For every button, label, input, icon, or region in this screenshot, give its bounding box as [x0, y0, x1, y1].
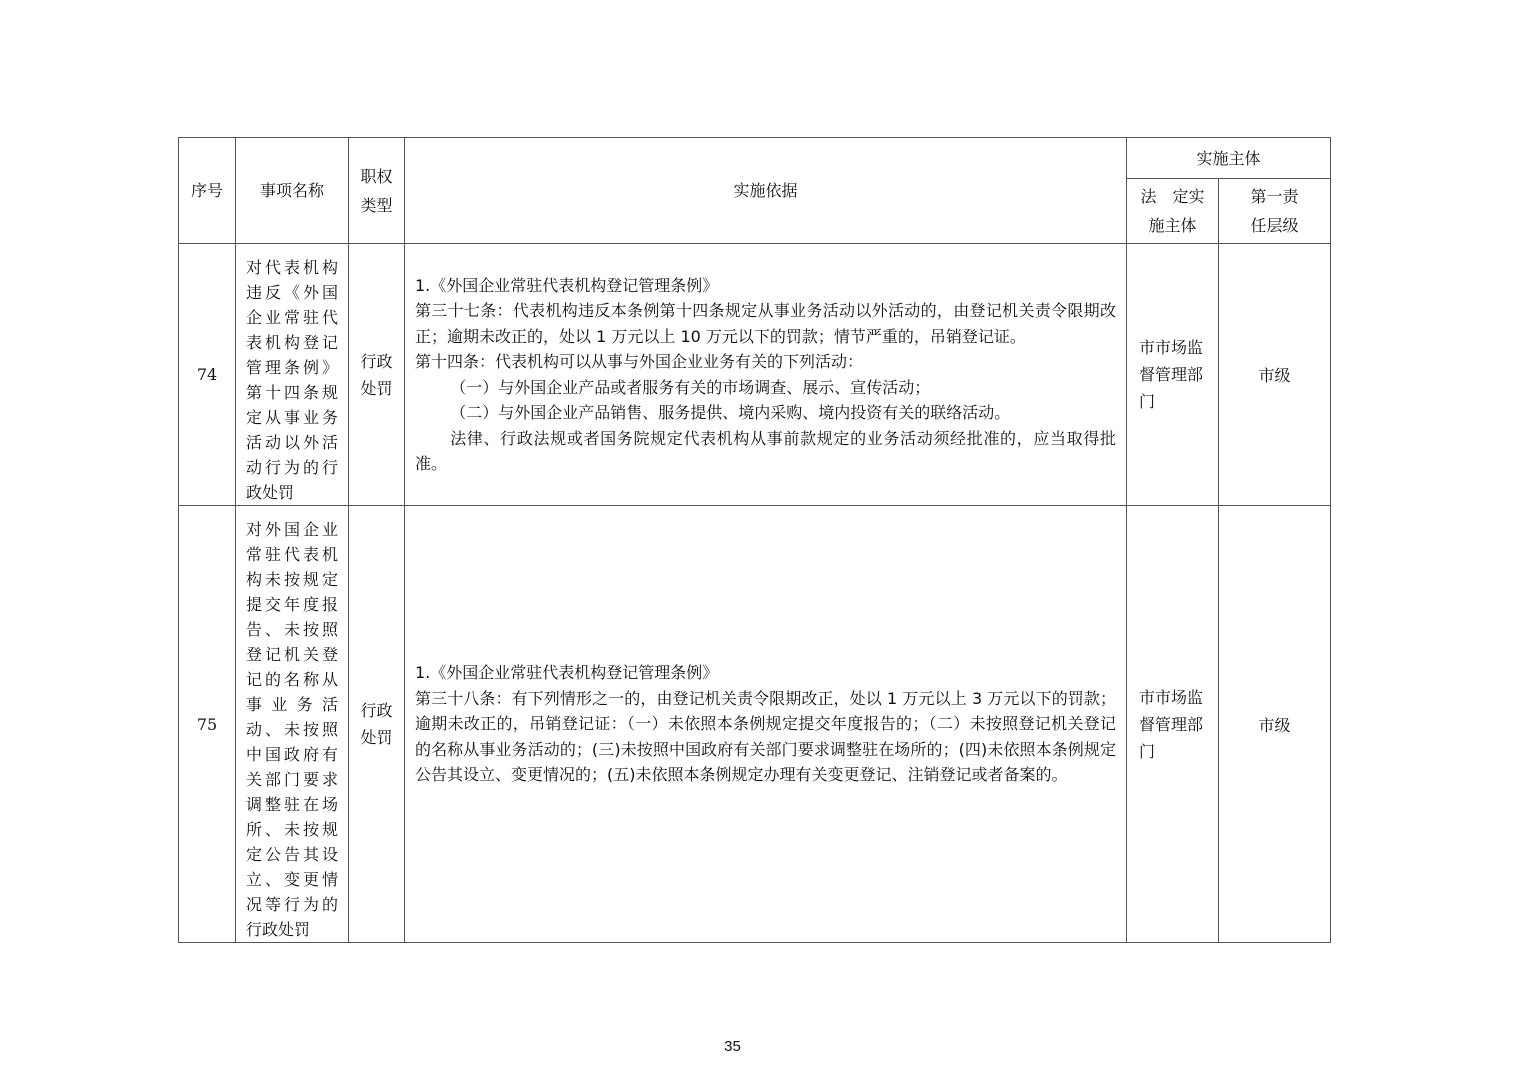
row-level: 市级: [1219, 506, 1331, 943]
basis-line: 第三十八条：有下列情形之一的，由登记机关责令限期改正，处以 1 万元以上 3 万元以下的罚款；逾期未改正的，吊销登记证：（一）未依照本条例规定提交年度报告的；（二）未按照登记机关登记的名称从事业务活动的；(三)未按照中国政府有关部门要求调整驻在场所的；(四)未依照本条例规定公告其设立、变更情况的；(五)未依照本条例规定办理有关变更登记、注销登记或者备案的。: [415, 688, 1116, 785]
row-seq: 75: [179, 506, 236, 943]
basis-line: 第十四条：代表机构可以从事与外国企业业务有关的下列活动：: [415, 352, 864, 371]
header-type: 职权类型: [349, 138, 405, 244]
page-number: 35: [724, 1038, 741, 1055]
row-level: 市级: [1219, 244, 1331, 506]
table-row: [179, 506, 1331, 943]
header-basis: 实施依据: [405, 138, 1127, 244]
row-legal-subject: 市市场监督管理部门: [1127, 244, 1219, 506]
basis-line: 1.《外国企业常驻代表机构登记管理条例》: [415, 275, 719, 295]
row-legal-subject: 市市场监督管理部门: [1127, 506, 1219, 943]
basis-line: （二）与外国企业产品销售、服务提供、境内采购、境内投资有关的联络活动。: [450, 403, 1011, 422]
header-name: 事项名称: [236, 138, 349, 244]
row-item-name: 对代表机构违反《外国企业常驻代表机构登记管理条例》第十四条规定从事业务活动以外活动行为的行政处罚: [236, 244, 349, 506]
table-row: [179, 244, 1331, 506]
header-subject: 实施主体: [1127, 138, 1331, 179]
header-legal-subject: 法 定实施主体: [1127, 179, 1219, 244]
basis-line: 法律、行政法规或者国务院规定代表机构从事前款规定的业务活动须经批准的，应当取得批准。: [415, 428, 1116, 473]
item-table: [178, 137, 1331, 943]
header-seq: 序号: [179, 138, 236, 244]
row-basis: [405, 506, 1127, 943]
basis-line: 第三十七条：代表机构违反本条例第十四条规定从事业务活动以外活动的，由登记机关责令限期改正；逾期未改正的，处以 1 万元以上 10 万元以下的罚款；情节严重的，吊销登记证。: [415, 301, 1116, 346]
basis-line: （一）与外国企业产品或者服务有关的市场调查、展示、宣传活动；: [450, 377, 931, 397]
row-basis: [405, 244, 1127, 506]
row-item-name: 对外国企业常驻代表机构未按规定提交年度报告、未按照登记机关登记的名称从事业务活动、未按照中国政府有关部门要求调整驻在场所、未按规定公告其设立、变更情况等行为的行政处罚: [236, 506, 349, 943]
row-power-type: 行政处罚: [349, 506, 405, 943]
basis-line: 1.《外国企业常驻代表机构登记管理条例》: [415, 663, 719, 683]
row-seq: 74: [179, 244, 236, 506]
header-first-level: 第一责任层级: [1219, 179, 1331, 244]
row-power-type: 行政处罚: [349, 244, 405, 506]
